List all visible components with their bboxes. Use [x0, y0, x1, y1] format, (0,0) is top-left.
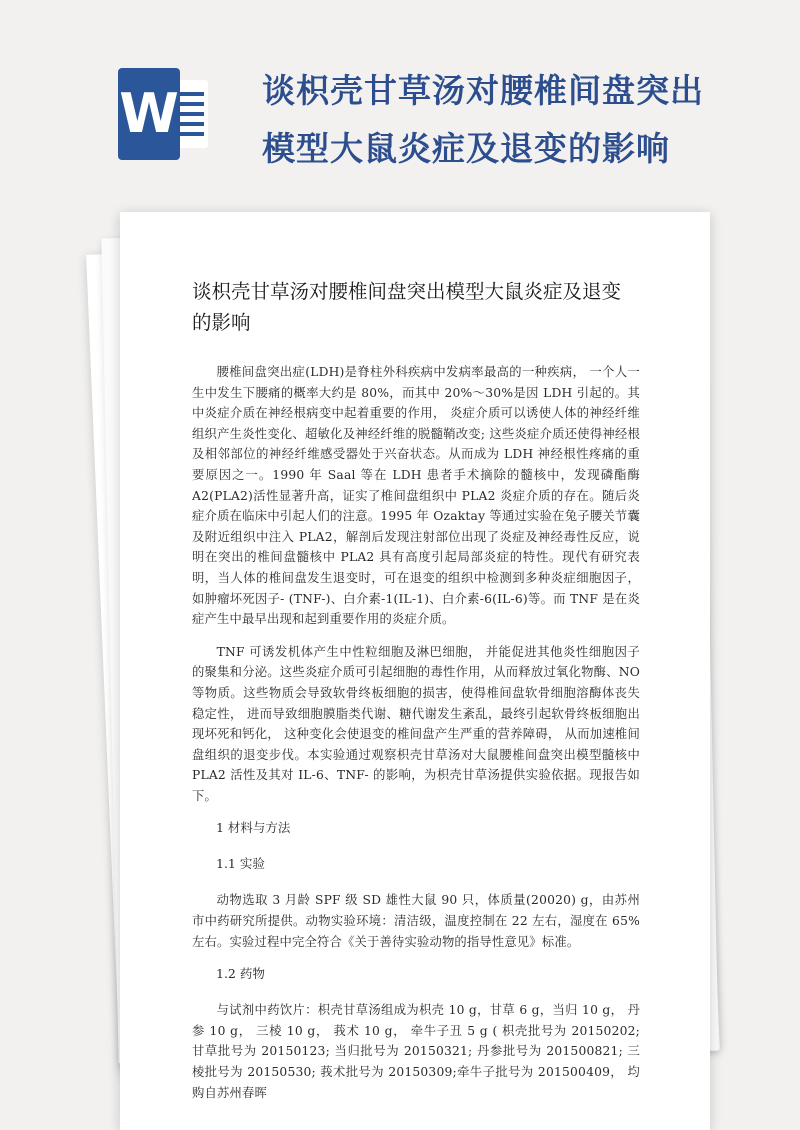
word-document-icon — [118, 68, 212, 160]
section-heading-experiment: 1.1 实验 — [216, 856, 265, 872]
section-heading-drugs: 1.2 药物 — [216, 966, 265, 982]
paragraph-1: 腰椎间盘突出症(LDH)是脊柱外科疾病中发病率最高的一种疾病， 一个人一生中发生下腰痛的概率大约是 80%，而其中 20%～30%是因 LDH 引起的。其中炎症介质在神经根病变中起着重要的作用， 炎症介质可以诱使人体的神经纤维组织产生炎性变化、超敏化及神经纤维的脱髓鞘改变; 这些炎症介质还使得神经根及相邻部位的神经纤维感受器处于兴奋状态。从而成为 LDH 神经根性疼痛的重要原因之一。1990 年 Saal 等在 LDH 患者手术摘除的髓核中，发现磷酯酶 A2(PLA2)活性显著升高，证实了椎间盘组织中 PLA2 炎症介质的存在。随后炎症介质在临床中引起人们的注意。1995 年 Ozaktay 等通过实验在兔子腰关节囊及附近组织中注入 PLA2，解剖后发现注射部位出现了炎症及神经毒性反应，说明在突出的椎间盘髓核中 PLA2 具有高度引起局部炎症的特性。现代有研究表明，当人体的椎间盘发生退变时，可在退变的组织中检测到多种炎症细胞因子，如肿瘤坏死因子- (TNF-)、白介素-1(IL-1)、白介素-6(IL-6)等。而 TNF 是在炎症产生中最早出现和起到重要作用的炎症介质。 — [192, 365, 640, 627]
paragraph-3: 动物选取 3 月龄 SPF 级 SD 雄性大鼠 90 只，体质量(20020) g，由苏州市中药研究所提供。动物实验环境：清洁级，温度控制在 22 左右，湿度在 65%左右。实验过程中完全符合《关于善待实验动物的指导性意见》标准。 — [192, 893, 640, 949]
paragraph-4: 与试剂中药饮片：枳壳甘草汤组成为枳壳 10 g，甘草 6 g，当归 10 g， 丹参 10 g， 三棱 10 g， 莪术 10 g， 牵牛子丑 5 g ( 枳壳批号为 20150202; 甘草批号为 20150123; 当归批号为 20150321; 丹参批号为 201500821; 三棱批号为 20150530; 莪术批号为 20150309;牵牛子批号为 201500409， 均购自苏州春晖 — [192, 1003, 640, 1100]
line-graphic — [180, 92, 204, 96]
line-graphic — [180, 112, 204, 116]
document-title: 谈枳壳甘草汤对腰椎间盘突出模型大鼠炎症及退变的影响 — [192, 280, 622, 334]
word-letter-badge: W — [118, 68, 180, 160]
line-graphic — [180, 132, 204, 136]
banner-title — [262, 62, 782, 178]
banner-title-line-2: 模型大鼠炎症及退变的影响 — [262, 129, 670, 168]
banner-title-line-1: 谈枳壳甘草汤对腰椎间盘突出 — [262, 71, 704, 110]
document-body — [192, 276, 640, 1115]
banner — [0, 0, 800, 230]
paragraph-2: TNF 可诱发机体产生中性粒细胞及淋巴细胞， 并能促进其他炎性细胞因子的聚集和分泌。这些炎症介质可引起细胞的毒性作用，从而释放过氧化物酶、NO 等物质。这些物质会导致软骨终板细胞的损害，使得椎间盘软骨细胞溶酶体丧失稳定性， 进而导致细胞膜脂类代谢、糖代谢发生紊乱，最终引起软骨终板细胞出现坏死和钙化， 这种变化会使退变的椎间盘产生严重的营养障碍， 从而加速椎间盘组织的退变步伐。本实验通过观察枳壳甘草汤对大鼠腰椎间盘突出模型髓核中 PLA2 活性及其对 IL-6、TNF- 的影响，为枳壳甘草汤提供实验依据。现报告如下。 — [192, 644, 640, 803]
document-page — [120, 212, 710, 1130]
line-graphic — [180, 122, 204, 126]
section-heading-materials-methods: 1 材料与方法 — [216, 820, 291, 836]
line-graphic — [180, 102, 204, 106]
